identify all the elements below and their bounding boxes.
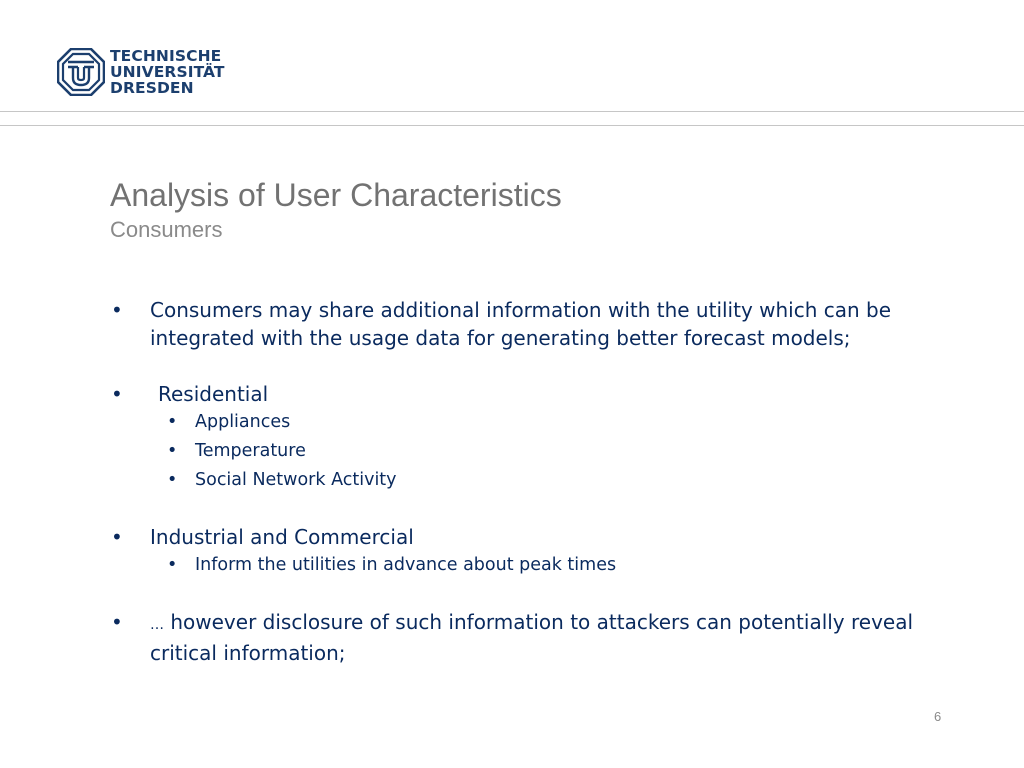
ellipsis-prefix: … bbox=[150, 617, 164, 633]
bullet-item bbox=[111, 380, 971, 408]
sub-bullet-dot: • bbox=[167, 555, 178, 575]
logo-line-1: TECHNISCHE bbox=[110, 47, 222, 65]
bullet-item bbox=[111, 523, 971, 551]
sub-bullet-text: Social Network Activity bbox=[195, 470, 397, 490]
bullet-text: Consumers may share additional information with the utility which can be integrated with the usage data for generating better forecast models; bbox=[150, 298, 892, 350]
bullet-dot: • bbox=[111, 298, 123, 322]
page-number: 6 bbox=[934, 709, 942, 724]
bullet-text: however disclosure of such information to attackers can potentially reveal critical information; bbox=[150, 610, 914, 665]
sub-bullet-text: Temperature bbox=[195, 441, 306, 461]
logo-wordmark bbox=[110, 48, 225, 96]
logo-line-3: DRESDEN bbox=[110, 79, 194, 97]
sub-bullet-dot: • bbox=[167, 470, 178, 490]
sub-bullet-item bbox=[111, 551, 971, 580]
sub-bullet-dot: • bbox=[167, 412, 178, 432]
sub-bullet-dot: • bbox=[167, 441, 178, 461]
bullet-text: Industrial and Commercial bbox=[150, 525, 414, 549]
header-divider-top bbox=[0, 111, 1024, 112]
bullet-item bbox=[111, 296, 971, 352]
bullet-text: Residential bbox=[158, 382, 269, 406]
sub-bullet-item bbox=[111, 437, 971, 466]
bullet-dot: • bbox=[111, 525, 123, 549]
sub-bullet-item bbox=[111, 466, 971, 495]
sub-bullet-text: Appliances bbox=[195, 412, 291, 432]
slide-subtitle: Consumers bbox=[110, 217, 223, 242]
logo-line-2: UNIVERSITÄT bbox=[110, 63, 225, 81]
bullet-item bbox=[111, 608, 971, 667]
bullet-list bbox=[111, 296, 971, 667]
sub-bullet-text: Inform the utilities in advance about peak times bbox=[195, 555, 617, 575]
tu-dresden-emblem-icon bbox=[57, 48, 105, 96]
bullet-dot: • bbox=[111, 610, 123, 634]
bullet-dot: • bbox=[111, 382, 123, 406]
sub-bullet-item bbox=[111, 408, 971, 437]
header-divider-bottom bbox=[0, 125, 1024, 126]
slide-title: Analysis of User Characteristics bbox=[110, 177, 562, 213]
